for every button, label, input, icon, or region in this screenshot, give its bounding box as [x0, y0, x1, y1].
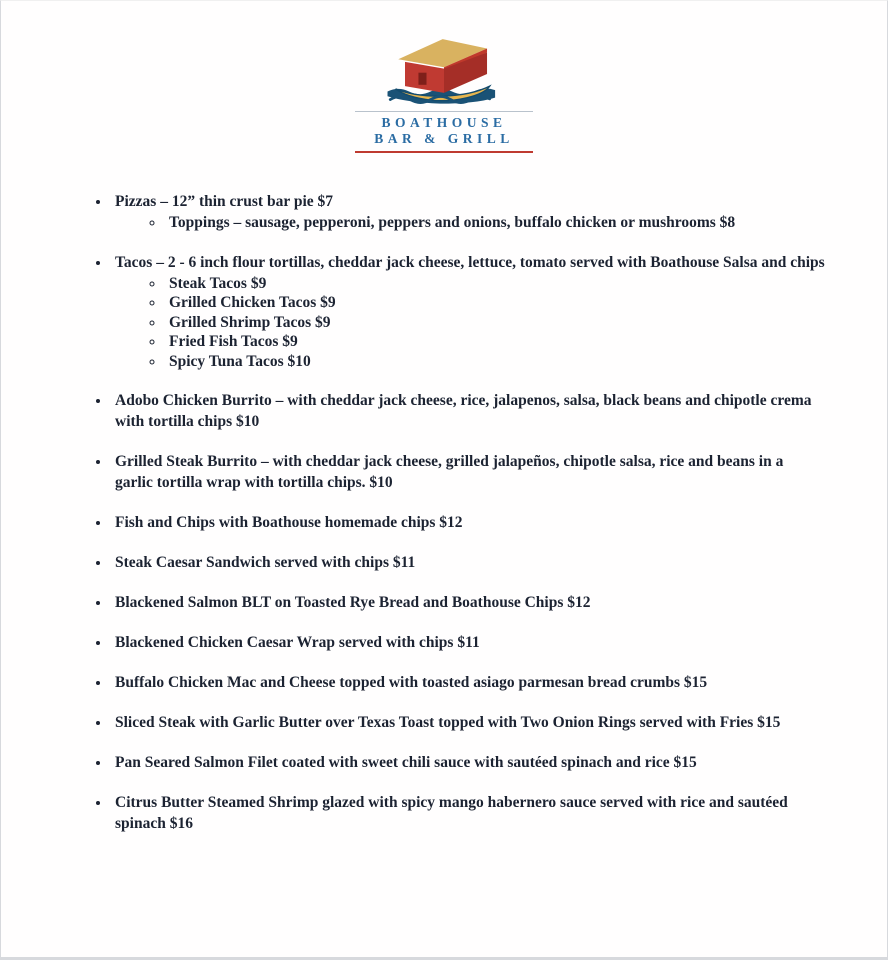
menu-item-text: Fish and Chips with Boathouse homemade chips $12 — [115, 514, 463, 531]
menu-item — [111, 672, 825, 693]
menu-sublist — [115, 213, 825, 233]
menu-item-text: Sliced Steak with Garlic Butter over Texas Toast topped with Two Onion Rings served with Fries $15 — [115, 714, 781, 731]
menu-item-text: Buffalo Chicken Mac and Cheese topped with toasted asiago parmesan bread crumbs $15 — [115, 674, 708, 691]
menu-list — [1, 191, 887, 834]
menu-item-text: Pizzas – 12” thin crust bar pie $7 — [115, 193, 333, 210]
menu-subitem — [165, 352, 825, 372]
logo-wordmark — [355, 111, 533, 153]
menu-subitem-text: Grilled Shrimp Tacos $9 — [169, 313, 331, 331]
menu-item — [111, 191, 825, 233]
menu-subitem — [165, 274, 825, 294]
restaurant-logo — [1, 1, 887, 153]
menu-item-text: Tacos – 2 - 6 inch flour tortillas, cheddar jack cheese, lettuce, tomato served with Boathouse Salsa and chips — [115, 253, 825, 271]
menu-subitem-text: Spicy Tuna Tacos $10 — [169, 352, 311, 370]
menu-item — [111, 712, 825, 733]
menu-item — [111, 390, 825, 432]
menu-body — [1, 191, 887, 834]
menu-item-text: Blackened Salmon BLT on Toasted Rye Bread and Boathouse Chips $12 — [115, 594, 591, 611]
menu-sublist — [115, 274, 825, 372]
menu-item-text: Citrus Butter Steamed Shrimp glazed with spicy mango habernero sauce served with rice and sautéed spinach $16 — [115, 794, 788, 832]
menu-item-text: Grilled Steak Burrito – with cheddar jack cheese, grilled jalapeños, chipotle salsa, rice and beans in a garlic tortilla wrap with tortilla chips. $10 — [115, 453, 784, 491]
logo-name-line-2: BAR & GRILL — [374, 131, 514, 146]
menu-item-text: Steak Caesar Sandwich served with chips $11 — [115, 554, 416, 571]
menu-item — [111, 632, 825, 653]
menu-subitem-text: Toppings – sausage, pepperoni, peppers and onions, buffalo chicken or mushrooms $8 — [169, 214, 736, 231]
logo-name-line-1: BOATHOUSE — [381, 115, 507, 130]
menu-item — [111, 512, 825, 533]
menu-item — [111, 451, 825, 493]
menu-item — [111, 752, 825, 773]
menu-item — [111, 552, 825, 573]
menu-subitem — [165, 293, 825, 313]
menu-item-text: Adobo Chicken Burrito – with cheddar jack cheese, rice, jalapenos, salsa, black beans and chipotle crema with tortilla chips $10 — [115, 392, 812, 430]
menu-subitem — [165, 313, 825, 333]
boathouse-illustration-icon — [360, 31, 528, 109]
menu-subitem-text: Fried Fish Tacos $9 — [169, 333, 298, 350]
menu-item-text: Blackened Chicken Caesar Wrap served with chips $11 — [115, 634, 480, 651]
menu-item — [111, 592, 825, 613]
menu-subitem-text: Grilled Chicken Tacos $9 — [169, 294, 336, 311]
menu-item-text: Pan Seared Salmon Filet coated with sweet chili sauce with sautéed spinach and rice $15 — [115, 754, 697, 771]
menu-subitem-text: Steak Tacos $9 — [169, 274, 267, 292]
menu-item — [111, 792, 825, 834]
menu-item — [111, 252, 825, 372]
menu-subitem — [165, 332, 825, 352]
menu-subitem — [165, 213, 825, 233]
